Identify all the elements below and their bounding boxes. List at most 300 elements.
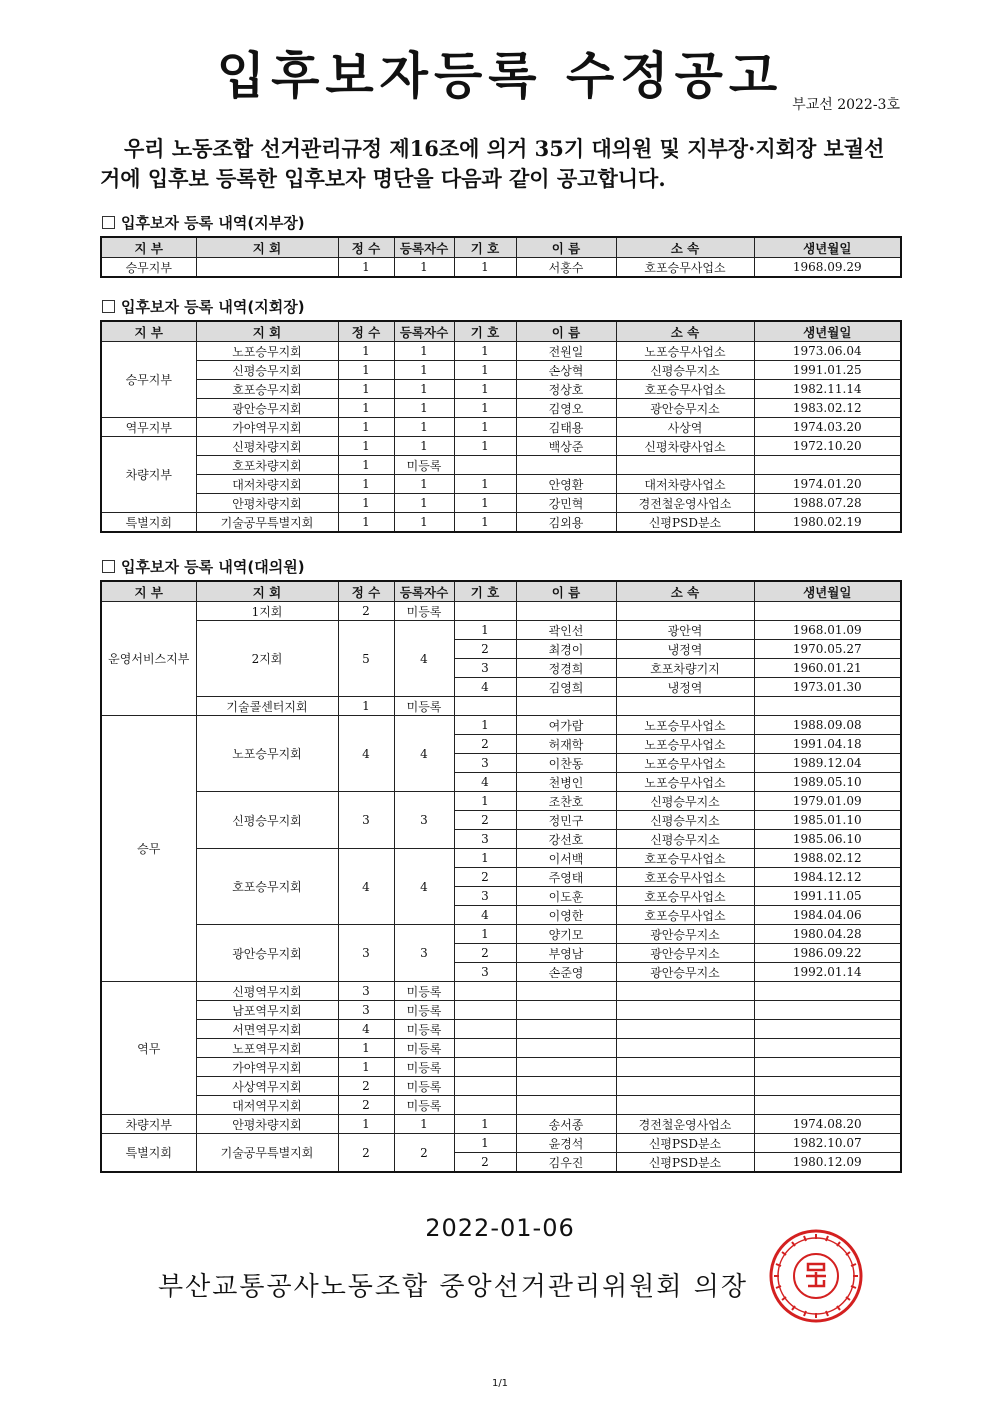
table-cell: 1989.12.04	[754, 754, 901, 773]
table-cell: 1972.10.20	[754, 437, 901, 456]
table-cell	[516, 1020, 616, 1039]
table-cell: 여가람	[516, 716, 616, 735]
table-cell	[754, 1058, 901, 1077]
table-cell: 김우진	[516, 1153, 616, 1173]
table-cell: 1973.01.30	[754, 678, 901, 697]
table-cell: 4	[394, 849, 454, 925]
table-cell: 1	[394, 494, 454, 513]
table-cell: 안영환	[516, 475, 616, 494]
table-cell: 1	[454, 716, 516, 735]
table-row	[101, 697, 901, 716]
table-cell: 1991.01.25	[754, 361, 901, 380]
table-row	[101, 1077, 901, 1096]
page-title: 입후보자등록 수정공고	[216, 47, 784, 105]
table-cell: 1992.01.14	[754, 963, 901, 982]
table-cell: 3	[454, 659, 516, 678]
column-header: 등록자수	[394, 581, 454, 602]
table-cell: 3	[454, 887, 516, 906]
table-cell: 1988.09.08	[754, 716, 901, 735]
table-cell: 신평승무지소	[616, 792, 754, 811]
table-cell: 노포승무사업소	[616, 342, 754, 361]
table-cell: 호포승무사업소	[616, 258, 754, 278]
table-cell: 1974.08.20	[754, 1115, 901, 1134]
table-cell	[616, 456, 754, 475]
table-cell: 곽인선	[516, 621, 616, 640]
table-cell: 허재학	[516, 735, 616, 754]
table-cell: 1	[454, 513, 516, 533]
table-cell: 1973.06.04	[754, 342, 901, 361]
table-cell: 1	[338, 697, 394, 716]
table-cell: 1	[454, 399, 516, 418]
table-cell: 백상준	[516, 437, 616, 456]
table-cell: 운영서비스지부	[101, 602, 196, 716]
table-row	[101, 456, 901, 475]
table-cell: 1지회	[196, 602, 338, 621]
table-cell: 4	[454, 678, 516, 697]
table-cell: 1984.12.12	[754, 868, 901, 887]
document-number: 부교선 2022-3호	[792, 97, 900, 113]
table-cell: 미등록	[394, 982, 454, 1001]
table-cell: 광안승무지회	[196, 925, 338, 982]
table-cell: 광안승무지소	[616, 399, 754, 418]
table-cell: 미등록	[394, 1077, 454, 1096]
table-cell	[616, 602, 754, 621]
table-cell: 1	[338, 437, 394, 456]
checkbox-icon	[102, 216, 115, 229]
table-cell	[754, 1001, 901, 1020]
table-cell: 신평승무지회	[196, 361, 338, 380]
table-cell: 1	[454, 475, 516, 494]
table-cell: 1	[454, 418, 516, 437]
table-cell: 안평차량지회	[196, 1115, 338, 1134]
table-delegate	[100, 580, 902, 1173]
table-cell: 경전철운영사업소	[616, 494, 754, 513]
table-cell: 1	[338, 418, 394, 437]
table-cell: 1	[454, 1134, 516, 1153]
table-cell: 1974.03.20	[754, 418, 901, 437]
column-header: 이 름	[516, 581, 616, 602]
table-cell	[454, 697, 516, 716]
table-cell: 조찬호	[516, 792, 616, 811]
table-cell: 주영태	[516, 868, 616, 887]
table-cell	[454, 982, 516, 1001]
table-cell: 전원일	[516, 342, 616, 361]
table-cell: 김영희	[516, 678, 616, 697]
table-cell: 4	[338, 716, 394, 792]
table-cell: 1982.10.07	[754, 1134, 901, 1153]
table-cell: 3	[454, 963, 516, 982]
table-cell: 이서백	[516, 849, 616, 868]
table-cell: 1	[338, 258, 394, 278]
table-cell	[516, 1001, 616, 1020]
table-row	[101, 982, 901, 1001]
table-cell	[616, 1077, 754, 1096]
table-cell: 2	[338, 602, 394, 621]
table-cell: 1968.09.29	[754, 258, 901, 278]
table-cell: 신평차량사업소	[616, 437, 754, 456]
table-cell: 1	[454, 361, 516, 380]
table-cell: 미등록	[394, 1001, 454, 1020]
table-cell: 이도훈	[516, 887, 616, 906]
table-cell: 1983.02.12	[754, 399, 901, 418]
table-cell	[754, 456, 901, 475]
column-header: 등록자수	[394, 321, 454, 342]
column-header: 기 호	[454, 237, 516, 258]
table-cell: 1	[454, 1115, 516, 1134]
table-cell: 대저차량지회	[196, 475, 338, 494]
table-cell: 신평승무지회	[196, 792, 338, 849]
table-branch-head	[100, 236, 902, 278]
table-cell: 1	[394, 1115, 454, 1134]
table-cell: 신평PSD분소	[616, 513, 754, 533]
table-cell: 2지회	[196, 621, 338, 697]
table-cell	[454, 456, 516, 475]
table-cell: 호포승무사업소	[616, 380, 754, 399]
table-cell: 3	[338, 925, 394, 982]
table-cell: 이영한	[516, 906, 616, 925]
table-cell: 노포승무사업소	[616, 735, 754, 754]
table-cell: 1	[338, 494, 394, 513]
table-cell: 1974.01.20	[754, 475, 901, 494]
table-cell: 1	[394, 475, 454, 494]
column-header: 정 수	[338, 237, 394, 258]
table-cell: 1	[394, 258, 454, 278]
table-cell: 노포승무사업소	[616, 773, 754, 792]
table-cell: 1	[454, 849, 516, 868]
table-cell: 호포승무사업소	[616, 887, 754, 906]
table-cell: 부영남	[516, 944, 616, 963]
table-cell: 1	[454, 258, 516, 278]
table-cell: 김영오	[516, 399, 616, 418]
table-cell: 1984.04.06	[754, 906, 901, 925]
table-cell: 최경이	[516, 640, 616, 659]
table-cell: 호포승무사업소	[616, 906, 754, 925]
column-header: 지 부	[101, 237, 196, 258]
checkbox-icon	[102, 300, 115, 313]
table-cell	[454, 1058, 516, 1077]
table-cell: 4	[454, 906, 516, 925]
table-cell: 1	[394, 437, 454, 456]
table-cell: 광안승무지회	[196, 399, 338, 418]
table-cell: 대저역무지회	[196, 1096, 338, 1115]
table-row	[101, 361, 901, 380]
table-cell: 2	[394, 1134, 454, 1173]
table-header-row	[101, 581, 901, 602]
table-cell: 가야역무지회	[196, 418, 338, 437]
table-cell	[616, 697, 754, 716]
table-cell: 2	[338, 1077, 394, 1096]
table-row	[101, 399, 901, 418]
table-cell: 광안역	[616, 621, 754, 640]
table-cell: 양기모	[516, 925, 616, 944]
section-title-chapter-head: 입후보자 등록 내역(지회장)	[102, 296, 305, 317]
table-cell: 특별지회	[101, 1134, 196, 1173]
table-cell: 역무지부	[101, 418, 196, 437]
table-cell: 경전철운영사업소	[616, 1115, 754, 1134]
table-cell: 1960.01.21	[754, 659, 901, 678]
table-cell: 1	[338, 399, 394, 418]
table-cell: 신평승무지소	[616, 811, 754, 830]
table-cell: 4	[394, 716, 454, 792]
table-cell: 미등록	[394, 1039, 454, 1058]
table-cell: 1	[454, 380, 516, 399]
table-row	[101, 437, 901, 456]
table-row	[101, 849, 901, 868]
table-cell: 안평차량지회	[196, 494, 338, 513]
signer-line: 부산교통공사노동조합 중앙선거관리위원회 의장	[158, 1272, 748, 1302]
official-seal-icon	[768, 1228, 864, 1324]
table-cell	[516, 602, 616, 621]
table-cell: 2	[454, 944, 516, 963]
section-title-delegate: 입후보자 등록 내역(대의원)	[102, 556, 305, 577]
table-cell: 1	[454, 494, 516, 513]
table-cell: 4	[338, 1020, 394, 1039]
table-cell: 1991.11.05	[754, 887, 901, 906]
table-cell	[616, 1058, 754, 1077]
table-cell: 3	[454, 754, 516, 773]
table-cell: 호포승무사업소	[616, 868, 754, 887]
table-cell: 천병인	[516, 773, 616, 792]
table-cell	[516, 697, 616, 716]
table-cell: 3	[394, 925, 454, 982]
table-cell: 미등록	[394, 602, 454, 621]
table-row	[101, 494, 901, 513]
table-cell: 3	[454, 830, 516, 849]
table-cell: 2	[338, 1134, 394, 1173]
table-cell: 1985.06.10	[754, 830, 901, 849]
table-cell: 1970.05.27	[754, 640, 901, 659]
table-cell: 4	[394, 621, 454, 697]
table-cell: 1	[394, 399, 454, 418]
table-cell	[754, 1039, 901, 1058]
table-cell: 1	[394, 418, 454, 437]
table-cell: 호포차량기지	[616, 659, 754, 678]
table-cell: 1	[338, 380, 394, 399]
table-cell: 냉정역	[616, 678, 754, 697]
table-cell: 미등록	[394, 697, 454, 716]
table-cell	[454, 602, 516, 621]
table-cell	[754, 1077, 901, 1096]
table-cell: 5	[338, 621, 394, 697]
table-cell: 특별지회	[101, 513, 196, 533]
table-row	[101, 258, 901, 278]
table-cell: 1	[338, 1115, 394, 1134]
table-cell: 호포승무사업소	[616, 849, 754, 868]
table-cell: 3	[338, 982, 394, 1001]
table-cell: 대저차량사업소	[616, 475, 754, 494]
table-cell: 차량지부	[101, 437, 196, 513]
table-cell: 1985.01.10	[754, 811, 901, 830]
column-header: 지 회	[196, 581, 338, 602]
table-cell	[616, 1096, 754, 1115]
table-cell: 신평승무지소	[616, 830, 754, 849]
column-header: 소 속	[616, 321, 754, 342]
table-row	[101, 475, 901, 494]
checkbox-icon	[102, 560, 115, 573]
announcement-date: 2022-01-06	[425, 1214, 575, 1242]
table-cell: 노포역무지회	[196, 1039, 338, 1058]
table-cell: 광안승무지소	[616, 963, 754, 982]
table-cell	[516, 1039, 616, 1058]
column-header: 지 부	[101, 321, 196, 342]
table-cell: 1	[394, 361, 454, 380]
table-row	[101, 1134, 901, 1153]
table-cell: 1988.02.12	[754, 849, 901, 868]
table-cell: 남포역무지회	[196, 1001, 338, 1020]
table-cell: 호포승무지회	[196, 849, 338, 925]
table-cell: 1	[394, 380, 454, 399]
table-cell: 1	[338, 456, 394, 475]
table-cell: 1980.12.09	[754, 1153, 901, 1173]
column-header: 이 름	[516, 237, 616, 258]
table-cell: 서홍수	[516, 258, 616, 278]
table-cell: 냉정역	[616, 640, 754, 659]
table-row	[101, 621, 901, 640]
table-cell: 4	[338, 849, 394, 925]
table-cell: 2	[454, 735, 516, 754]
table-cell	[616, 1020, 754, 1039]
table-cell: 가야역무지회	[196, 1058, 338, 1077]
table-cell: 신평차량지회	[196, 437, 338, 456]
table-cell: 기술콜센터지회	[196, 697, 338, 716]
table-cell: 1	[454, 792, 516, 811]
table-cell	[754, 1020, 901, 1039]
table-cell: 1989.05.10	[754, 773, 901, 792]
table-cell: 서면역무지회	[196, 1020, 338, 1039]
table-cell	[754, 1096, 901, 1115]
page-number: 1/1	[491, 1378, 509, 1389]
table-cell	[616, 982, 754, 1001]
table-cell: 3	[394, 792, 454, 849]
table-cell: 신평PSD분소	[616, 1153, 754, 1173]
table-cell: 노포승무사업소	[616, 716, 754, 735]
table-cell	[454, 1020, 516, 1039]
table-cell	[516, 982, 616, 1001]
table-row	[101, 716, 901, 735]
column-header: 소 속	[616, 581, 754, 602]
table-cell: 노포승무사업소	[616, 754, 754, 773]
table-cell: 2	[454, 868, 516, 887]
table-row	[101, 925, 901, 944]
table-cell: 정상호	[516, 380, 616, 399]
table-cell	[454, 1001, 516, 1020]
column-header: 기 호	[454, 321, 516, 342]
table-cell: 2	[454, 640, 516, 659]
table-cell: 신평PSD분소	[616, 1134, 754, 1153]
table-header-row	[101, 321, 901, 342]
table-cell: 승무지부	[101, 342, 196, 418]
table-cell: 2	[454, 811, 516, 830]
table-cell	[516, 1077, 616, 1096]
table-cell: 2	[454, 1153, 516, 1173]
table-cell: 김태용	[516, 418, 616, 437]
table-cell: 1	[338, 1058, 394, 1077]
table-header-row	[101, 237, 901, 258]
table-cell: 1	[338, 342, 394, 361]
table-cell: 손준영	[516, 963, 616, 982]
table-cell	[754, 982, 901, 1001]
table-cell: 2	[338, 1096, 394, 1115]
column-header: 지 회	[196, 237, 338, 258]
table-cell: 정민구	[516, 811, 616, 830]
table-cell	[616, 1039, 754, 1058]
table-cell: 기술공무특별지회	[196, 1134, 338, 1173]
column-header: 생년월일	[754, 581, 901, 602]
table-row	[101, 1115, 901, 1134]
table-cell	[754, 697, 901, 716]
table-cell	[754, 602, 901, 621]
table-cell: 1	[338, 513, 394, 533]
column-header: 생년월일	[754, 237, 901, 258]
table-row	[101, 1001, 901, 1020]
table-cell: 1968.01.09	[754, 621, 901, 640]
table-row	[101, 1096, 901, 1115]
table-cell: 노포승무지회	[196, 716, 338, 792]
table-cell: 1	[454, 621, 516, 640]
table-cell: 강민혁	[516, 494, 616, 513]
table-cell: 역무	[101, 982, 196, 1115]
column-header: 지 부	[101, 581, 196, 602]
table-cell: 1	[454, 437, 516, 456]
table-cell: 미등록	[394, 1058, 454, 1077]
table-cell: 신평승무지소	[616, 361, 754, 380]
table-cell: 이찬동	[516, 754, 616, 773]
table-cell: 광안승무지소	[616, 944, 754, 963]
intro-paragraph: 우리 노동조합 선거관리규정 제16조에 의거 35기 대의원 및 지부장·지회장 보궐선거에 입후보 등록한 입후보자 명단을 다음과 같이 공고합니다.	[100, 136, 885, 191]
table-cell: 1	[338, 475, 394, 494]
table-cell: 호포승무지회	[196, 380, 338, 399]
table-cell: 노포승무지회	[196, 342, 338, 361]
column-header: 정 수	[338, 321, 394, 342]
table-cell: 승무지부	[101, 258, 196, 278]
table-cell: 미등록	[394, 1020, 454, 1039]
table-cell: 1	[338, 361, 394, 380]
table-cell	[516, 1058, 616, 1077]
table-cell: 강선호	[516, 830, 616, 849]
table-cell: 1979.01.09	[754, 792, 901, 811]
table-row	[101, 342, 901, 361]
table-cell: 차량지부	[101, 1115, 196, 1134]
table-cell: 호포차량지회	[196, 456, 338, 475]
table-cell: 송서종	[516, 1115, 616, 1134]
table-row	[101, 792, 901, 811]
table-cell: 사상역무지회	[196, 1077, 338, 1096]
table-cell: 4	[454, 773, 516, 792]
table-cell: 1	[338, 1039, 394, 1058]
column-header: 등록자수	[394, 237, 454, 258]
table-cell: 1980.02.19	[754, 513, 901, 533]
table-cell: 미등록	[394, 456, 454, 475]
table-cell: 1988.07.28	[754, 494, 901, 513]
table-cell	[454, 1077, 516, 1096]
table-cell	[516, 1096, 616, 1115]
column-header: 지 회	[196, 321, 338, 342]
table-cell: 손상혁	[516, 361, 616, 380]
table-row	[101, 380, 901, 399]
table-cell: 승무	[101, 716, 196, 982]
table-row	[101, 602, 901, 621]
table-cell: 3	[338, 792, 394, 849]
column-header: 기 호	[454, 581, 516, 602]
section-title-branch-head: 입후보자 등록 내역(지부장)	[102, 212, 305, 233]
table-cell: 1982.11.14	[754, 380, 901, 399]
table-cell: 신평역무지회	[196, 982, 338, 1001]
table-cell: 3	[338, 1001, 394, 1020]
table-cell: 김외용	[516, 513, 616, 533]
table-cell: 정경희	[516, 659, 616, 678]
table-cell: 1986.09.22	[754, 944, 901, 963]
table-row	[101, 1039, 901, 1058]
